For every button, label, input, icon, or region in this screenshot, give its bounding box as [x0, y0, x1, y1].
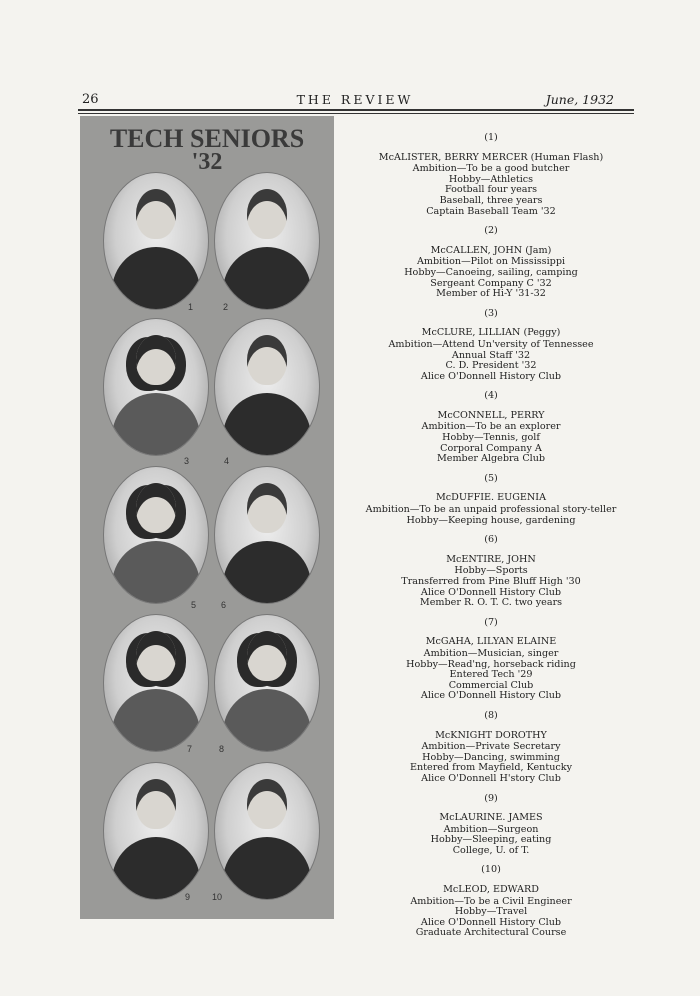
entry-detail: Ambition—Pilot on Mississippi — [416, 256, 566, 268]
photo-number: 9 — [185, 892, 191, 902]
photo-number: 6 — [221, 600, 227, 610]
entry-name: McALISTER, BERRY MERCER (Human Flash) — [378, 151, 604, 163]
header-rule-thin — [78, 113, 634, 114]
entry-detail: Hobby—Travel — [454, 906, 528, 918]
entry-number: (4) — [484, 390, 498, 402]
entry-detail: Hobby—Sleeping, eating — [430, 834, 552, 846]
entry-detail: Ambition—Surgeon — [443, 823, 539, 835]
portrait-10 — [214, 762, 320, 900]
roster-entry — [360, 133, 622, 217]
entry-detail: Hobby—Athletics — [448, 173, 534, 185]
roster-entry — [360, 535, 622, 609]
entry-detail: Ambition—Musician, singer — [423, 647, 559, 659]
entry-detail: Football four years — [444, 184, 538, 196]
entry-name: McENTIRE, JOHN — [446, 553, 536, 565]
entry-detail: College, U. of T. — [452, 844, 530, 856]
entry-name: McKNIGHT DOROTHY — [435, 729, 547, 741]
entry-detail: Member Algebra Club — [436, 453, 546, 465]
photo-number: 7 — [187, 744, 193, 754]
entry-detail: Graduate Architectural Course — [415, 927, 567, 939]
portrait-7 — [103, 614, 209, 752]
portrait-3 — [103, 318, 209, 456]
entry-detail: Hobby—Tennis, golf — [442, 432, 540, 444]
photo-number: 4 — [224, 456, 230, 466]
roster-entry — [360, 474, 622, 526]
photo-number: 10 — [212, 892, 223, 902]
page-header — [78, 92, 632, 110]
page-number: 26 — [82, 92, 99, 107]
entry-detail: Alice O'Donnell History Club — [420, 690, 562, 702]
entry-detail: Ambition—To be an explorer — [421, 421, 561, 433]
portrait-5 — [103, 466, 209, 604]
entry-number: (1) — [484, 132, 498, 143]
header-rule — [78, 109, 634, 111]
entry-detail: Member of Hi-Y '31-32 — [436, 288, 546, 300]
entry-detail: Ambition—To be a Civil Engineer — [410, 895, 572, 907]
roster-entry — [360, 711, 622, 785]
portrait-9 — [103, 762, 209, 900]
photo-number: 5 — [191, 600, 197, 610]
panel-title: TECH SENIORS — [109, 124, 305, 153]
entry-number: (8) — [484, 709, 498, 721]
entry-detail: Transferred from Pine Bluff High '30 — [401, 576, 581, 587]
entry-name: McLAURINE. JAMES — [439, 812, 543, 824]
entry-detail: Hobby—Dancing, swimming — [422, 751, 560, 763]
roster-entry — [360, 309, 622, 383]
entry-number: (3) — [484, 307, 498, 319]
entry-number: (2) — [484, 225, 498, 237]
entry-detail: Hobby—Canoeing, sailing, camping — [404, 266, 578, 278]
entry-detail: Baseball, three years — [439, 194, 543, 206]
roster-entry — [360, 391, 622, 465]
entry-detail: Alice O'Donnell History Club — [420, 586, 562, 598]
entry-name: McGAHA, LILYAN ELAINE — [425, 636, 557, 648]
entry-name: McDUFFIE. EUGENIA — [435, 492, 547, 504]
entry-detail: Ambition—Private Secretary — [421, 741, 561, 753]
entry-detail: Hobby—Read'ng, horseback riding — [406, 658, 576, 670]
entry-number: (7) — [484, 616, 498, 628]
entry-detail: Ambition—To be an unpaid professional story-teller — [365, 504, 617, 516]
entry-name: McCLURE, LILLIAN (Peggy) — [421, 327, 561, 339]
entry-detail: Member R. O. T. C. two years — [419, 597, 563, 609]
publication-title: THE REVIEW — [296, 92, 414, 107]
portrait-6 — [214, 466, 320, 604]
entry-detail: C. D. President '32 — [445, 360, 537, 372]
portrait-4 — [214, 318, 320, 456]
roster-entry — [360, 794, 622, 857]
entry-detail: Alice O'Donnell History Club — [420, 370, 562, 382]
entry-detail: Entered from Mayfield, Kentucky — [410, 762, 572, 774]
entry-name: McLEOD, EDWARD — [443, 884, 539, 896]
entry-detail: Entered Tech '29 — [449, 669, 533, 681]
entry-detail: Ambition—To be a good butcher — [412, 163, 570, 175]
portrait-2 — [214, 172, 320, 310]
entry-name: McCONNELL, PERRY — [437, 409, 545, 421]
entry-detail: Sergeant Company C '32 — [430, 277, 552, 289]
roster-entry — [360, 865, 622, 939]
photo-number: 3 — [184, 456, 190, 466]
entry-detail: Annual Staff '32 — [451, 349, 531, 361]
panel-year: '32 — [191, 149, 223, 175]
entry-detail: Ambition—Attend Un'versity of Tennessee — [388, 338, 594, 350]
entry-detail: Commercial Club — [448, 679, 534, 691]
portrait-1 — [103, 172, 209, 310]
entry-detail: Alice O'Donnell H'story Club — [421, 772, 561, 784]
entry-detail: Alice O'Donnell History Club — [420, 916, 562, 928]
entry-number: (9) — [484, 792, 498, 804]
senior-photo-panel — [80, 116, 334, 919]
portrait-8 — [214, 614, 320, 752]
senior-roster — [360, 133, 622, 939]
entry-detail: Hobby—Sports — [454, 565, 528, 577]
entry-detail: Corporal Company A — [440, 442, 542, 454]
photo-number: 2 — [223, 302, 229, 312]
issue-date: June, 1932 — [545, 92, 614, 107]
roster-entry — [360, 226, 622, 300]
entry-number: (6) — [484, 534, 498, 546]
photo-number: 1 — [188, 302, 194, 312]
entry-detail: Captain Baseball Team '32 — [426, 205, 556, 217]
entry-name: McCALLEN, JOHN (Jam) — [430, 244, 552, 256]
entry-detail: Hobby—Keeping house, gardening — [406, 514, 576, 526]
entry-number: (5) — [484, 472, 498, 484]
photo-number: 8 — [219, 744, 225, 754]
entry-number: (10) — [481, 864, 501, 876]
roster-entry — [360, 618, 622, 702]
